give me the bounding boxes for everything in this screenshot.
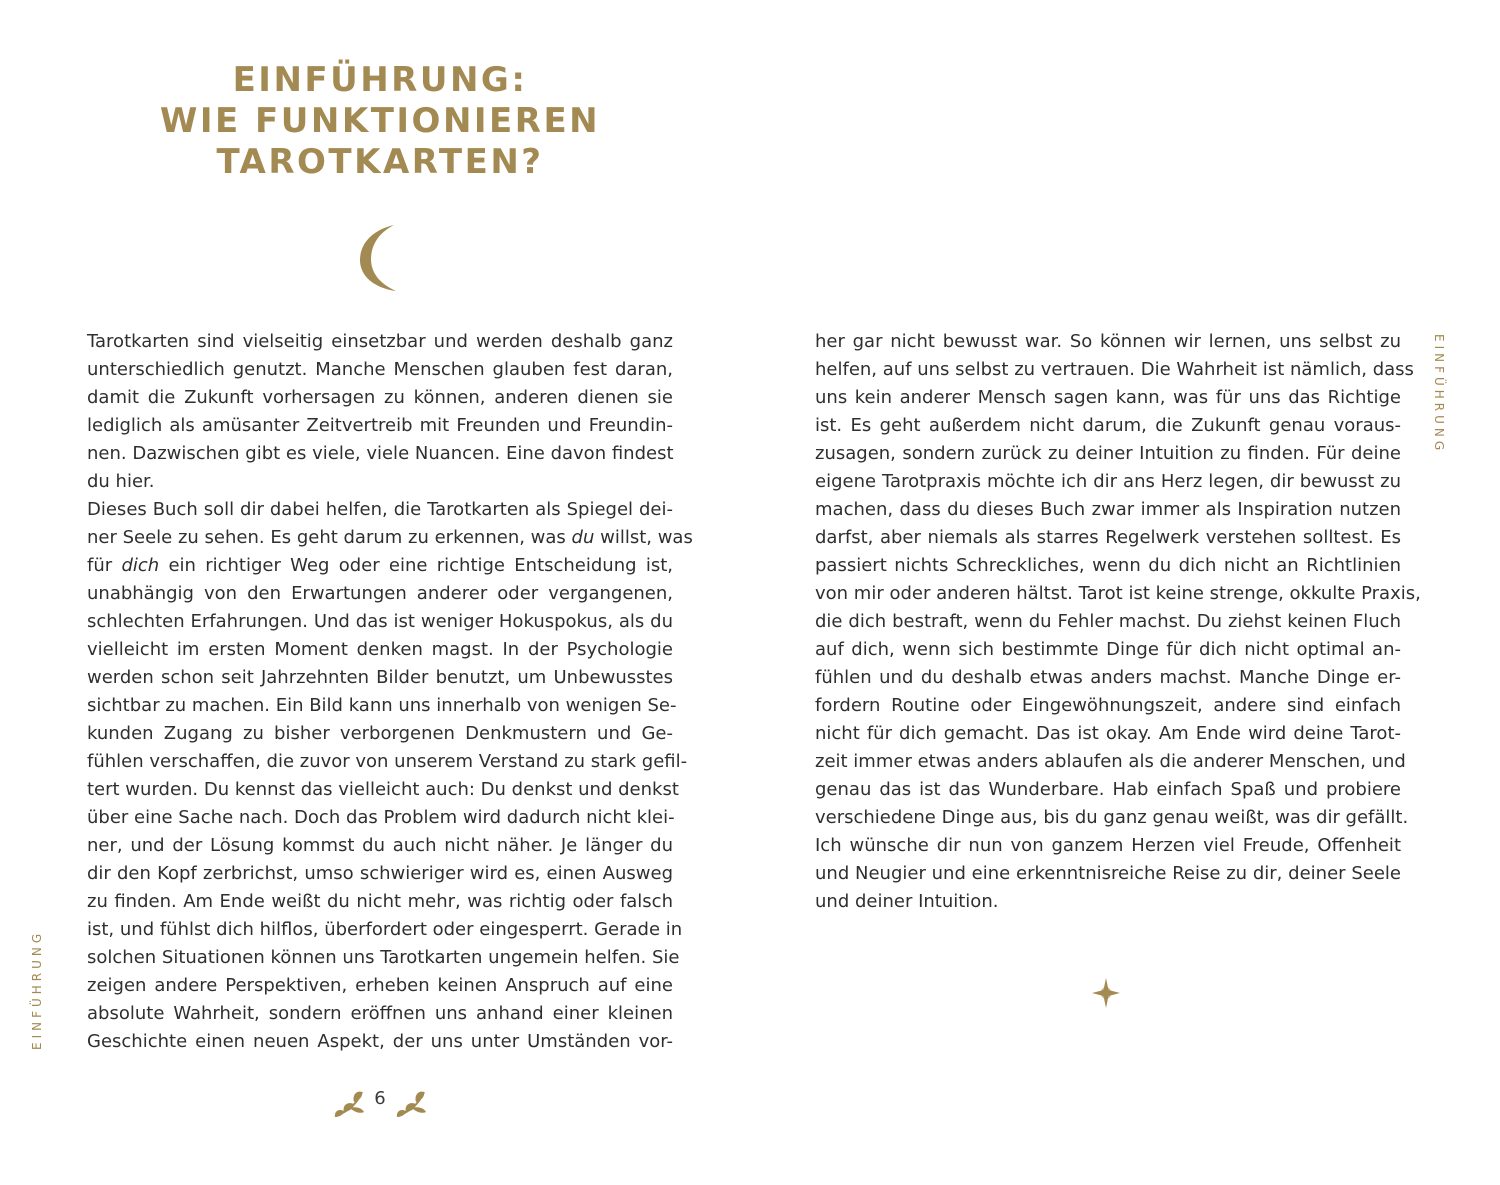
text-line: fühlen verschaffen, die zuvor von unserem Verstand zu stark gefil- (87, 751, 688, 772)
chapter-title (130, 60, 630, 183)
text-line: zu finden. Am Ende weißt du nicht mehr, was richtig oder falsch (87, 891, 673, 912)
laurel-branch-icon (394, 1082, 428, 1120)
text-line: nicht für dich gemacht. Das ist okay. Am Ende wird deine Tarot- (815, 723, 1401, 744)
text-line: Dieses Buch soll dir dabei helfen, die Tarotkarten als Spiegel dei- (87, 499, 673, 520)
side-label-right: EINFÜHRUNG (1432, 334, 1446, 455)
text-line: genau das ist das Wunderbare. Hab einfach Spaß und probiere (815, 779, 1401, 800)
text-line: ist. Es geht außerdem nicht darum, die Zukunft genau voraus- (815, 415, 1401, 436)
text-line: unterschiedlich genutzt. Manche Menschen glauben fest daran, (87, 359, 673, 380)
text-line: Ich wünsche dir nun von ganzem Herzen viel Freude, Offenheit (815, 835, 1401, 856)
text-line: dir den Kopf zerbrichst, umso schwieriger wird es, einen Ausweg (87, 863, 673, 884)
left-text-column (87, 328, 693, 1056)
text-line: passiert nichts Schreckliches, wenn du dich nicht an Richtlinien (815, 555, 1401, 576)
text-line: und Neugier und eine erkenntnisreiche Reise zu dir, deiner Seele (815, 863, 1401, 884)
text-line: unabhängig von den Erwartungen anderer oder vergangenen, (87, 583, 673, 604)
four-point-star-icon (1092, 978, 1120, 1008)
laurel-branch-icon (332, 1082, 366, 1120)
text-line: uns kein anderer Mensch sagen kann, was für uns das Richtige (815, 387, 1401, 408)
text-line: über eine Sache nach. Doch das Problem wird dadurch nicht klei- (87, 807, 675, 828)
text-line: von mir oder anderen hältst. Tarot ist keine strenge, okkulte Praxis, (815, 583, 1421, 604)
text-line: lediglich als amüsanter Zeitvertreib mit Freunden und Freundin- (87, 415, 673, 436)
crescent-moon-icon (356, 222, 400, 294)
text-line: Tarotkarten sind vielseitig einsetzbar und werden deshalb ganz (87, 331, 673, 352)
text-line: absolute Wahrheit, sondern eröffnen uns anhand einer kleinen (87, 1003, 673, 1024)
page-number-ornament (330, 1080, 430, 1120)
text-line: solchen Situationen können uns Tarotkarten ungemein helfen. Sie (87, 947, 680, 968)
text-line: zusagen, sondern zurück zu deiner Intuition zu finden. Für deine (815, 443, 1401, 464)
text-line: Geschichte einen neuen Aspekt, der uns unter Umständen vor- (87, 1031, 673, 1052)
text-line: und deiner Intuition. (815, 891, 999, 912)
text-line: ner Seele zu sehen. Es geht darum zu erkennen, was du willst, was (87, 527, 693, 548)
text-line: tert wurden. Du kennst das vielleicht auch: Du denkst und denkst (87, 779, 679, 800)
text-line: ist, und fühlst dich hilflos, überfordert oder eingesperrt. Gerade in (87, 919, 683, 940)
text-line: auf dich, wenn sich bestimmte Dinge für dich nicht optimal an- (815, 639, 1401, 660)
text-line: zeigen andere Perspektiven, erheben keinen Anspruch auf eine (87, 975, 673, 996)
right-text-column (815, 328, 1421, 916)
text-line: schlechten Erfahrungen. Und das ist weniger Hokuspokus, als du (87, 611, 673, 632)
text-line: eigene Tarotpraxis möchte ich dir ans Herz legen, dir bewusst zu (815, 471, 1401, 492)
text-line: fühlen und du deshalb etwas anders machst. Manche Dinge er- (815, 667, 1401, 688)
text-line: fordern Routine oder Eingewöhnungszeit, andere sind einfach (815, 695, 1401, 716)
text-line: für dich ein richtiger Weg oder eine richtige Entscheidung ist, (87, 555, 673, 576)
text-line: nen. Dazwischen gibt es viele, viele Nuancen. Eine davon findest (87, 443, 674, 464)
chapter-title-line-3: TAROTKARTEN? (216, 142, 544, 182)
page-number: 6 (374, 1088, 386, 1109)
text-line: machen, dass du dieses Buch zwar immer als Inspiration nutzen (815, 499, 1401, 520)
chapter-title-line-2: WIE FUNKTIONIEREN (159, 101, 601, 141)
text-line: vielleicht im ersten Moment denken magst. In der Psychologie (87, 639, 673, 660)
text-line: helfen, auf uns selbst zu vertrauen. Die Wahrheit ist nämlich, dass (815, 359, 1414, 380)
text-line: sichtbar zu machen. Ein Bild kann uns innerhalb von wenigen Se- (87, 695, 677, 716)
text-line: kunden Zugang zu bisher verborgenen Denkmustern und Ge- (87, 723, 673, 744)
side-label-left: EINFÜHRUNG (30, 929, 44, 1050)
text-line: du hier. (87, 471, 155, 492)
text-line: ner, und der Lösung kommst du auch nicht näher. Je länger du (87, 835, 673, 856)
text-line: damit die Zukunft vorhersagen zu können, anderen dienen sie (87, 387, 673, 408)
text-line: darfst, aber niemals als starres Regelwerk verstehen solltest. Es (815, 527, 1401, 548)
text-line: werden schon seit Jahrzehnten Bilder benutzt, um Unbewusstes (87, 667, 673, 688)
chapter-title-line-1: EINFÜHRUNG: (232, 60, 528, 100)
text-line: verschiedene Dinge aus, bis du ganz genau weißt, was dir gefällt. (815, 807, 1409, 828)
text-line: her gar nicht bewusst war. So können wir lernen, uns selbst zu (815, 331, 1401, 352)
text-line: die dich bestraft, wenn du Fehler machst. Du ziehst keinen Fluch (815, 611, 1401, 632)
text-line: zeit immer etwas anders ablaufen als die anderer Menschen, und (815, 751, 1406, 772)
